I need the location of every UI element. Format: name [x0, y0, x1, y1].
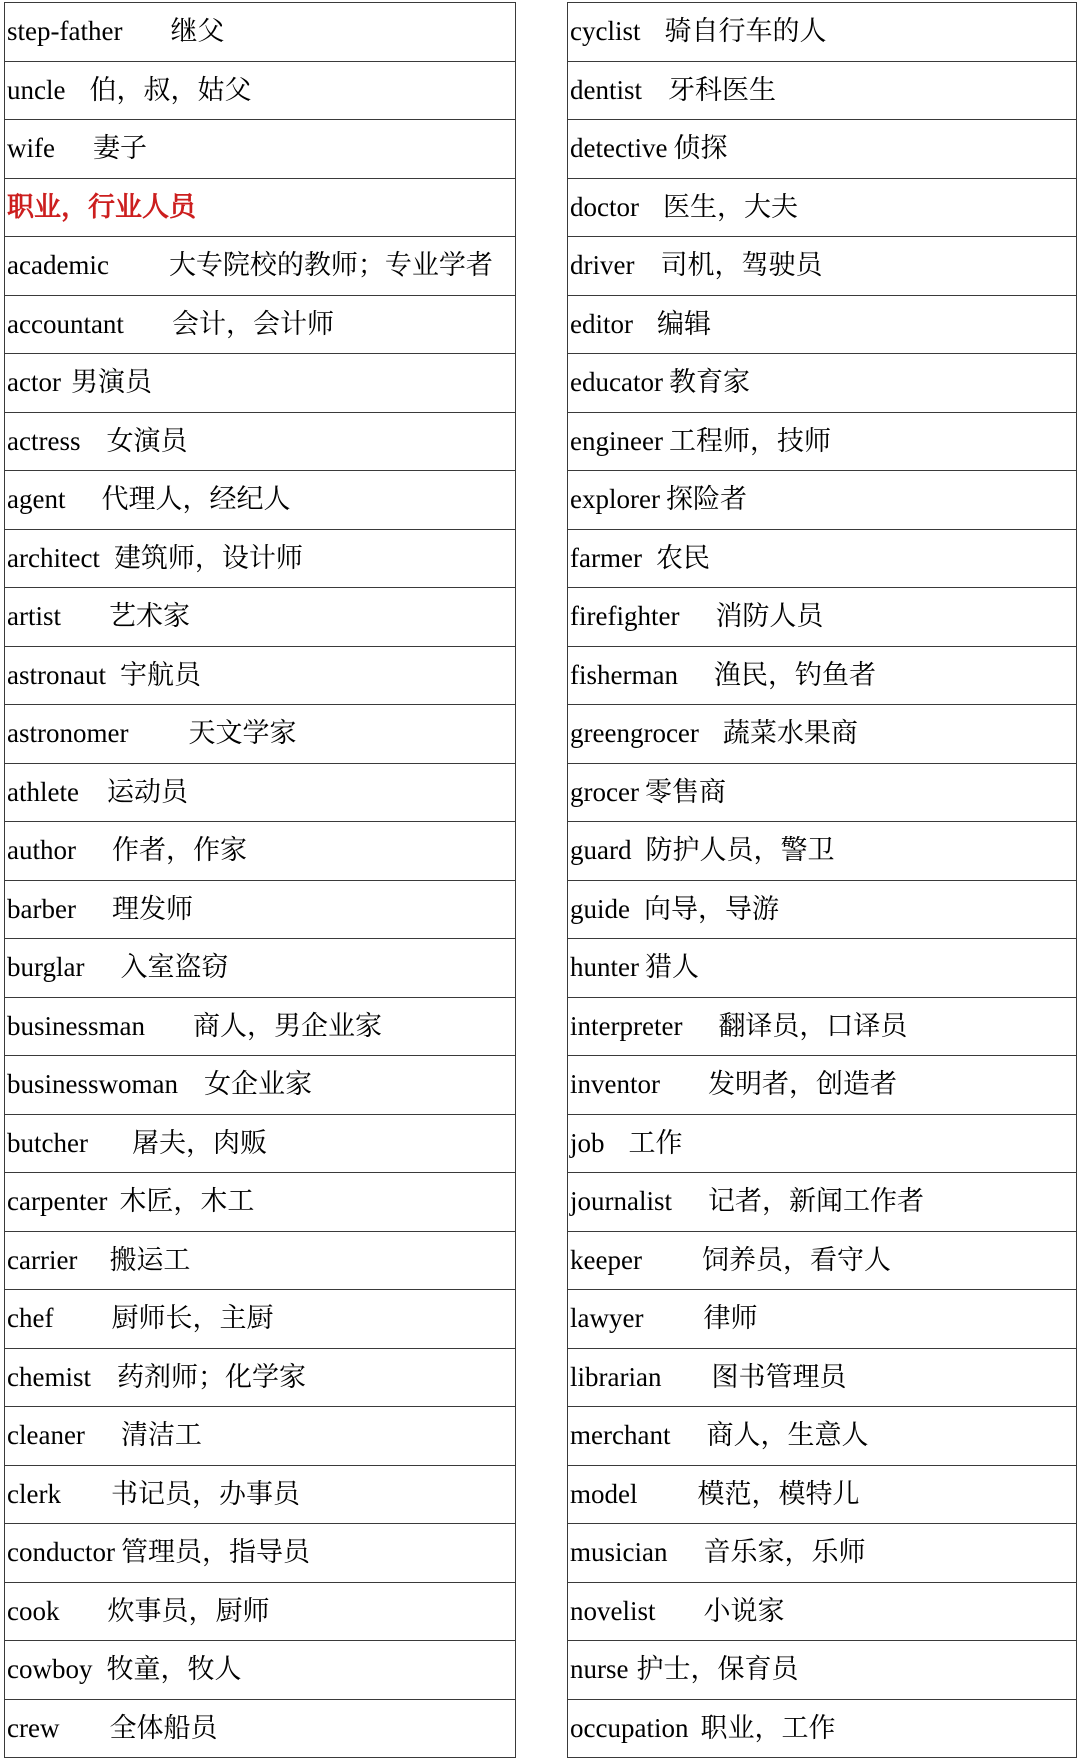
vocab-row: [5, 997, 516, 1056]
vocab-row: [568, 471, 1077, 530]
vocab-cell: [5, 1465, 516, 1524]
chinese-meaning: 音乐家，乐师: [703, 1537, 866, 1568]
english-word: burglar: [7, 952, 85, 983]
chinese-meaning: 图书管理员: [711, 1361, 847, 1392]
chinese-meaning: 男演员: [70, 367, 152, 398]
english-word: cook: [7, 1595, 60, 1626]
vocab-cell: [568, 997, 1077, 1056]
vocab-row: [5, 588, 516, 647]
chinese-meaning: 模范，模特儿: [697, 1478, 860, 1509]
chinese-meaning: 清洁工: [120, 1420, 202, 1451]
english-word: clerk: [7, 1478, 61, 1509]
english-word: crew: [7, 1712, 60, 1743]
chinese-meaning: 书记员，办事员: [110, 1478, 300, 1509]
vocab-row: [5, 1524, 516, 1583]
vocab-cell: [568, 237, 1077, 296]
vocab-row: [568, 1465, 1077, 1524]
vocab-row: [568, 237, 1077, 296]
english-word: guard: [570, 835, 632, 866]
chinese-meaning: 饲养员，看守人: [701, 1244, 891, 1275]
vocab-row: [568, 705, 1077, 764]
vocab-row: [568, 763, 1077, 822]
chinese-meaning: 农民: [655, 542, 710, 573]
vocab-row: [568, 880, 1077, 939]
english-word: grocer: [570, 776, 639, 807]
english-word: detective: [570, 133, 668, 164]
vocab-cell: [568, 1699, 1077, 1758]
chinese-meaning: 律师: [703, 1303, 758, 1334]
english-word: conductor: [7, 1537, 115, 1568]
chinese-meaning: 职业，工作: [700, 1712, 836, 1743]
vocab-cell: [568, 471, 1077, 530]
english-word: inventor: [570, 1069, 660, 1100]
vocab-cell: [568, 763, 1077, 822]
vocab-cell: [5, 3, 516, 62]
vocab-cell: [568, 120, 1077, 179]
vocab-row: [568, 646, 1077, 705]
vocab-cell: [5, 1231, 516, 1290]
english-word: cyclist: [570, 16, 641, 47]
vocab-row: [5, 1290, 516, 1349]
english-word: carrier: [7, 1244, 78, 1275]
chinese-meaning: 女演员: [106, 425, 188, 456]
vocab-cell: [5, 997, 516, 1056]
english-word: merchant: [570, 1420, 671, 1451]
chinese-meaning: 屠夫，肉贩: [131, 1127, 267, 1158]
vocab-row: [5, 1056, 516, 1115]
vocab-cell: [5, 1407, 516, 1466]
chinese-meaning: 天文学家: [188, 718, 297, 749]
chinese-meaning: 工作: [628, 1127, 683, 1158]
vocab-row: [568, 1524, 1077, 1583]
vocab-cell: [568, 1641, 1077, 1700]
chinese-meaning: 消防人员: [715, 601, 824, 632]
chinese-meaning: 艺术家: [109, 601, 190, 632]
vocab-row: [5, 939, 516, 998]
vocab-row: [568, 1348, 1077, 1407]
vocab-row: [568, 939, 1077, 998]
vocab-row: [5, 1641, 516, 1700]
english-word: carpenter: [7, 1186, 108, 1217]
vocab-cell: [5, 1173, 516, 1232]
vocab-row: [5, 412, 516, 471]
english-word: explorer: [570, 484, 660, 515]
vocab-row: [5, 1231, 516, 1290]
chinese-meaning: 药剂师；化学家: [116, 1361, 306, 1392]
vocab-row: [568, 354, 1077, 413]
chinese-meaning: 教育家: [668, 367, 750, 398]
vocab-row: [5, 1348, 516, 1407]
chinese-meaning: 理发师: [111, 893, 193, 924]
vocab-cell: [568, 1407, 1077, 1466]
vocab-cell: [568, 1173, 1077, 1232]
english-word: academic: [7, 250, 109, 281]
english-word: step-father: [7, 16, 123, 47]
vocab-row: [5, 3, 516, 62]
vocab-cell: [5, 1524, 516, 1583]
english-word: actress: [7, 425, 81, 456]
vocab-row: [568, 1699, 1077, 1758]
english-word: musician: [570, 1537, 668, 1568]
vocab-row: [568, 1582, 1077, 1641]
chinese-meaning: 商人，男企业家: [193, 1010, 382, 1041]
vocab-row: [5, 646, 516, 705]
vocab-row: [568, 588, 1077, 647]
vocab-row: [568, 1231, 1077, 1290]
vocab-cell: [568, 61, 1077, 120]
vocab-cell: [568, 3, 1077, 62]
vocab-row: [568, 1407, 1077, 1466]
chinese-meaning: 零售商: [644, 776, 726, 807]
chinese-meaning: 医生，大夫: [662, 191, 798, 222]
english-word: actor: [7, 367, 61, 398]
english-word: fisherman: [570, 659, 678, 690]
vocab-row: [568, 412, 1077, 471]
chinese-meaning: 牧童，牧人: [106, 1654, 242, 1685]
vocab-cell: [5, 1348, 516, 1407]
chinese-meaning: 炊事员，厨师: [107, 1595, 270, 1626]
english-word: farmer: [570, 542, 642, 573]
vocab-row: [5, 1582, 516, 1641]
chinese-meaning: 司机，驾驶员: [660, 250, 823, 281]
vocab-cell: [5, 412, 516, 471]
vocab-row: [568, 295, 1077, 354]
chinese-meaning: 运动员: [106, 776, 188, 807]
vocab-row: [568, 3, 1077, 62]
vocab-row: [568, 529, 1077, 588]
chinese-meaning: 发明者，创造者: [707, 1069, 897, 1100]
vocab-row: [5, 1699, 516, 1758]
vocab-cell: [5, 1114, 516, 1173]
chinese-meaning: 小说家: [703, 1595, 785, 1626]
vocab-cell: [5, 588, 516, 647]
vocab-cell: [5, 1582, 516, 1641]
chinese-meaning: 搬运工: [109, 1244, 191, 1275]
vocab-cell: [568, 588, 1077, 647]
chinese-meaning: 侦探: [673, 133, 728, 164]
vocab-cell: [568, 1348, 1077, 1407]
english-word: accountant: [7, 308, 124, 339]
chinese-meaning: 代理人，经纪人: [101, 484, 291, 515]
vocab-cell: [5, 1641, 516, 1700]
vocab-cell: [568, 529, 1077, 588]
vocab-row: [568, 1641, 1077, 1700]
chinese-meaning: 商人，生意人: [706, 1420, 869, 1451]
english-word: barber: [7, 893, 76, 924]
chinese-meaning: 全体船员: [109, 1712, 218, 1743]
vocab-row: [568, 1173, 1077, 1232]
vocab-row: [5, 1465, 516, 1524]
chinese-meaning: 防护人员，警卫: [645, 835, 835, 866]
english-word: interpreter: [570, 1010, 683, 1041]
vocab-row: [5, 61, 516, 120]
vocab-cell: [5, 646, 516, 705]
english-word: chemist: [7, 1361, 91, 1392]
vocab-cell: [568, 178, 1077, 237]
chinese-meaning: 木匠，木工: [119, 1186, 255, 1217]
vocab-cell: [568, 939, 1077, 998]
english-word: firefighter: [570, 601, 680, 632]
vocab-row: [568, 1290, 1077, 1349]
chinese-meaning: 牙科医生: [668, 74, 776, 105]
english-word: cowboy: [7, 1654, 93, 1685]
chinese-meaning: 编辑: [656, 308, 711, 339]
chinese-meaning: 记者，新闻工作者: [708, 1186, 924, 1217]
english-word: keeper: [570, 1244, 642, 1275]
vocab-row: [5, 471, 516, 530]
chinese-meaning: 渔民，钓鱼者: [713, 659, 876, 690]
chinese-meaning: 妻子: [92, 133, 147, 164]
english-word: greengrocer: [570, 718, 699, 749]
vocab-cell: [568, 412, 1077, 471]
chinese-meaning: 厨师长，主厨: [111, 1303, 274, 1334]
vocab-row: [5, 1114, 516, 1173]
vocab-cell: [568, 646, 1077, 705]
vocab-row: [568, 997, 1077, 1056]
section-heading: 职业，行业人员: [7, 191, 196, 222]
vocab-cell: [568, 822, 1077, 881]
vocab-row: [5, 763, 516, 822]
english-word: educator: [570, 367, 663, 398]
english-word: agent: [7, 484, 66, 515]
vocab-row: [568, 1056, 1077, 1115]
chinese-meaning: 探险者: [665, 484, 747, 515]
english-word: occupation: [570, 1712, 689, 1743]
vocab-cell: [568, 1465, 1077, 1524]
english-word: architect: [7, 542, 100, 573]
vocab-cell: [5, 237, 516, 296]
vocab-cell: [5, 822, 516, 881]
english-word: astronomer: [7, 718, 129, 749]
vocab-row: [5, 529, 516, 588]
english-word: dentist: [570, 74, 642, 105]
chinese-meaning: 翻译员，口译员: [718, 1010, 908, 1041]
chinese-meaning: 蔬菜水果商: [722, 718, 858, 749]
vocab-row: [568, 822, 1077, 881]
vocab-cell: [5, 763, 516, 822]
english-word: author: [7, 835, 76, 866]
english-word: novelist: [570, 1595, 656, 1626]
english-word: athlete: [7, 776, 79, 807]
vocab-cell: [568, 1290, 1077, 1349]
right-word-column: [567, 2, 1077, 1758]
vocab-cell: [5, 880, 516, 939]
vocab-row: [5, 120, 516, 179]
vocab-cell: [5, 705, 516, 764]
chinese-meaning: 会计，会计师: [171, 308, 334, 339]
chinese-meaning: 伯，叔，姑父: [89, 74, 252, 105]
vocab-cell: [5, 471, 516, 530]
section-heading-cell: [5, 178, 516, 237]
english-word: artist: [7, 601, 61, 632]
english-word: editor: [570, 308, 633, 339]
vocab-row: [5, 1407, 516, 1466]
chinese-meaning: 大专院校的教师；专业学者: [168, 250, 493, 281]
vocab-row: [5, 354, 516, 413]
chinese-meaning: 管理员，指导员: [120, 1537, 310, 1568]
chinese-meaning: 猎人: [644, 952, 699, 983]
vocab-row: [5, 1173, 516, 1232]
vocab-cell: [568, 880, 1077, 939]
english-word: journalist: [570, 1186, 672, 1217]
left-word-column: [4, 2, 516, 1758]
vocab-cell: [568, 1524, 1077, 1583]
vocab-cell: [5, 354, 516, 413]
vocab-row: [5, 295, 516, 354]
english-word: cleaner: [7, 1420, 85, 1451]
vocab-cell: [5, 61, 516, 120]
chinese-meaning: 入室盗窃: [120, 952, 229, 983]
vocab-row: [5, 178, 516, 237]
chinese-meaning: 工程师，技师: [668, 425, 831, 456]
vocab-cell: [568, 1114, 1077, 1173]
english-word: doctor: [570, 191, 639, 222]
english-word: lawyer: [570, 1303, 644, 1334]
chinese-meaning: 建筑师，设计师: [113, 542, 303, 573]
english-word: butcher: [7, 1127, 88, 1158]
english-word: librarian: [570, 1361, 662, 1392]
vocab-row: [568, 120, 1077, 179]
chinese-meaning: 向导，导游: [644, 893, 779, 924]
vocab-cell: [568, 1231, 1077, 1290]
english-word: businesswoman: [7, 1069, 178, 1100]
vocab-row: [5, 705, 516, 764]
vocab-cell: [5, 1290, 516, 1349]
vocab-row: [5, 237, 516, 296]
english-word: engineer: [570, 425, 663, 456]
english-word: businessman: [7, 1010, 145, 1041]
vocab-cell: [5, 295, 516, 354]
english-word: job: [570, 1127, 605, 1158]
english-word: hunter: [570, 952, 639, 983]
english-word: guide: [570, 893, 630, 924]
chinese-meaning: 骑自行车的人: [664, 16, 827, 47]
chinese-meaning: 护士，保育员: [636, 1654, 799, 1685]
chinese-meaning: 作者，作家: [111, 835, 247, 866]
vocab-cell: [5, 939, 516, 998]
vocab-cell: [5, 529, 516, 588]
vocab-row: [568, 178, 1077, 237]
vocab-cell: [568, 705, 1077, 764]
vocab-cell: [568, 295, 1077, 354]
vocab-row: [5, 822, 516, 881]
chinese-meaning: 女企业家: [204, 1069, 312, 1100]
chinese-meaning: 继父: [170, 16, 225, 47]
vocab-cell: [5, 1699, 516, 1758]
vocab-cell: [568, 1582, 1077, 1641]
vocab-row: [568, 1114, 1077, 1173]
vocab-row: [5, 880, 516, 939]
english-word: chef: [7, 1303, 54, 1334]
english-word: uncle: [7, 74, 66, 105]
chinese-meaning: 宇航员: [119, 659, 201, 690]
vocab-cell: [568, 1056, 1077, 1115]
english-word: driver: [570, 250, 635, 281]
english-word: nurse: [570, 1654, 629, 1685]
vocab-cell: [5, 1056, 516, 1115]
vocab-row: [568, 61, 1077, 120]
english-word: astronaut: [7, 659, 106, 690]
english-word: model: [570, 1478, 638, 1509]
vocab-cell: [5, 120, 516, 179]
english-word: wife: [7, 133, 55, 164]
vocab-cell: [568, 354, 1077, 413]
